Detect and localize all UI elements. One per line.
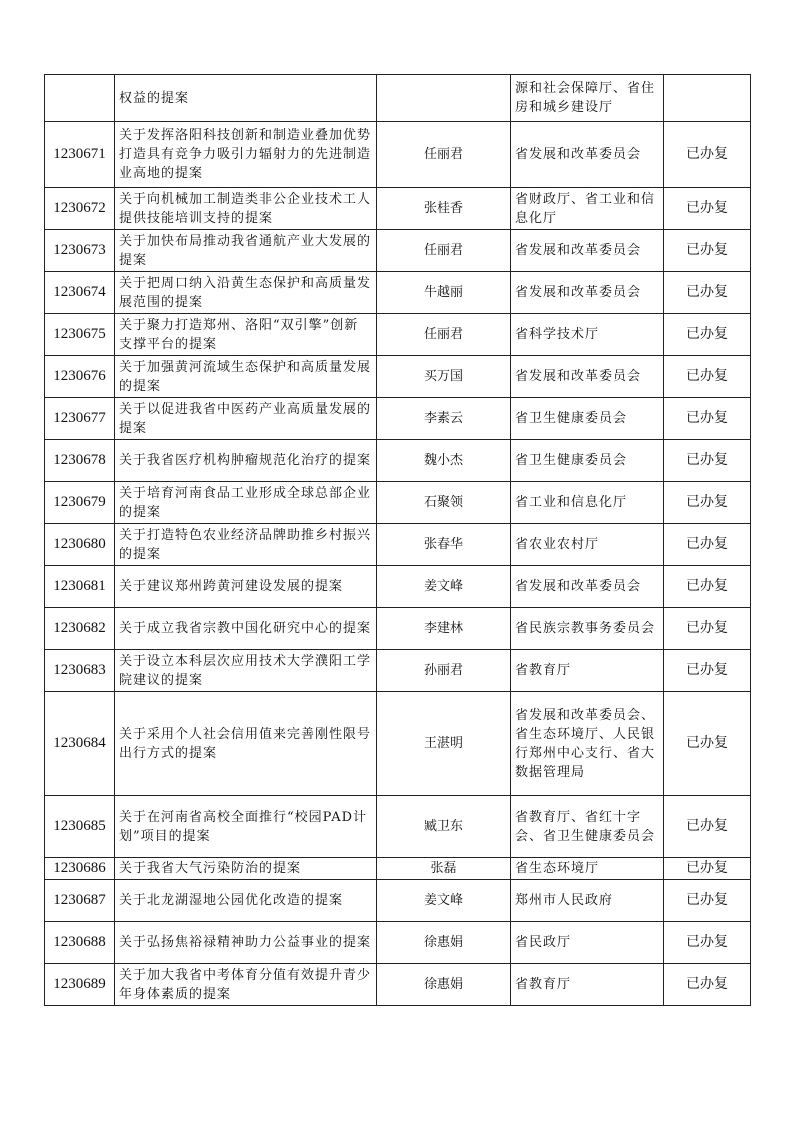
proposal-number: 1230683	[45, 650, 115, 692]
proposal-title: 关于把周口纳入沿黄生态保护和高质量发展范围的提案	[115, 272, 377, 314]
table-row	[45, 122, 751, 188]
table-row	[45, 230, 751, 272]
proposer-name: 姜文峰	[377, 880, 511, 922]
proposer-name: 任丽君	[377, 230, 511, 272]
handling-department: 郑州市人民政府	[511, 880, 664, 922]
proposal-title: 关于设立本科层次应用技术大学濮阳工学院建议的提案	[115, 650, 377, 692]
proposal-number: 1230676	[45, 356, 115, 398]
table-row	[45, 964, 751, 1006]
proposer-name: 徐惠娟	[377, 964, 511, 1006]
handling-department: 省发展和改革委员会	[511, 356, 664, 398]
table-row	[45, 524, 751, 566]
proposer-name: 李建林	[377, 608, 511, 650]
proposal-number: 1230682	[45, 608, 115, 650]
proposer-name: 张春华	[377, 524, 511, 566]
handling-status: 已办复	[664, 608, 751, 650]
proposal-title: 关于弘扬焦裕禄精神助力公益事业的提案	[115, 922, 377, 964]
handling-status: 已办复	[664, 398, 751, 440]
table-row	[45, 566, 751, 608]
proposal-number: 1230687	[45, 880, 115, 922]
table-row	[45, 858, 751, 880]
handling-status: 已办复	[664, 356, 751, 398]
handling-status: 已办复	[664, 858, 751, 880]
table-row	[45, 922, 751, 964]
proposal-title: 关于我省医疗机构肿瘤规范化治疗的提案	[115, 440, 377, 482]
proposal-number: 1230671	[45, 122, 115, 188]
handling-status: 已办复	[664, 796, 751, 858]
proposal-title: 关于聚力打造郑州、洛阳“双引擎”创新支撑平台的提案	[115, 314, 377, 356]
proposal-table	[44, 74, 751, 1006]
handling-status	[664, 75, 751, 122]
handling-status: 已办复	[664, 122, 751, 188]
handling-department: 省工业和信息化厅	[511, 482, 664, 524]
handling-department: 省科学技术厅	[511, 314, 664, 356]
proposer-name	[377, 75, 511, 122]
table-row	[45, 272, 751, 314]
handling-department: 源和社会保障厅、省住房和城乡建设厅	[511, 75, 664, 122]
handling-department: 省卫生健康委员会	[511, 398, 664, 440]
proposal-number: 1230681	[45, 566, 115, 608]
proposal-title: 权益的提案	[115, 75, 377, 122]
proposer-name: 徐惠娟	[377, 922, 511, 964]
proposal-number: 1230688	[45, 922, 115, 964]
proposal-title: 关于加大我省中考体育分值有效提升青少年身体素质的提案	[115, 964, 377, 1006]
handling-status: 已办复	[664, 880, 751, 922]
table-row	[45, 398, 751, 440]
proposer-name: 石聚领	[377, 482, 511, 524]
handling-department: 省教育厅	[511, 650, 664, 692]
proposal-title: 关于建议郑州跨黄河建设发展的提案	[115, 566, 377, 608]
proposal-number: 1230674	[45, 272, 115, 314]
handling-department: 省发展和改革委员会	[511, 272, 664, 314]
proposer-name: 买万国	[377, 356, 511, 398]
table-row	[45, 188, 751, 230]
proposer-name: 王湛明	[377, 692, 511, 796]
handling-status: 已办复	[664, 272, 751, 314]
proposer-name: 牛越丽	[377, 272, 511, 314]
proposal-number	[45, 75, 115, 122]
proposer-name: 孙丽君	[377, 650, 511, 692]
proposal-number: 1230686	[45, 858, 115, 880]
proposal-number: 1230673	[45, 230, 115, 272]
proposer-name: 张磊	[377, 858, 511, 880]
proposal-number: 1230684	[45, 692, 115, 796]
handling-department: 省民政厅	[511, 922, 664, 964]
handling-department: 省财政厅、省工业和信息化厅	[511, 188, 664, 230]
handling-status: 已办复	[664, 922, 751, 964]
handling-department: 省卫生健康委员会	[511, 440, 664, 482]
proposal-title: 关于加强黄河流域生态保护和高质量发展的提案	[115, 356, 377, 398]
proposal-number: 1230678	[45, 440, 115, 482]
proposal-number: 1230672	[45, 188, 115, 230]
proposal-number: 1230685	[45, 796, 115, 858]
proposal-number: 1230689	[45, 964, 115, 1006]
handling-department: 省生态环境厅	[511, 858, 664, 880]
proposal-title: 关于发挥洛阳科技创新和制造业叠加优势打造具有竞争力吸引力辐射力的先进制造业高地的提案	[115, 122, 377, 188]
proposal-table-body	[45, 75, 751, 1006]
proposal-title: 关于成立我省宗教中国化研究中心的提案	[115, 608, 377, 650]
handling-status: 已办复	[664, 440, 751, 482]
handling-department: 省发展和改革委员会	[511, 122, 664, 188]
handling-status: 已办复	[664, 964, 751, 1006]
handling-department: 省民族宗教事务委员会	[511, 608, 664, 650]
handling-department: 省教育厅、省红十字会、省卫生健康委员会	[511, 796, 664, 858]
table-row	[45, 880, 751, 922]
proposal-title: 关于加快布局推动我省通航产业大发展的提案	[115, 230, 377, 272]
proposer-name: 任丽君	[377, 122, 511, 188]
proposer-name: 臧卫东	[377, 796, 511, 858]
handling-department: 省发展和改革委员会、省生态环境厅、人民银行郑州中心支行、省大数据管理局	[511, 692, 664, 796]
handling-status: 已办复	[664, 230, 751, 272]
table-row	[45, 356, 751, 398]
handling-department: 省农业农村厅	[511, 524, 664, 566]
proposal-number: 1230677	[45, 398, 115, 440]
table-row	[45, 314, 751, 356]
table-row	[45, 482, 751, 524]
table-row	[45, 440, 751, 482]
handling-status: 已办复	[664, 482, 751, 524]
handling-status: 已办复	[664, 314, 751, 356]
proposer-name: 任丽君	[377, 314, 511, 356]
proposal-number: 1230679	[45, 482, 115, 524]
handling-status: 已办复	[664, 188, 751, 230]
proposal-title: 关于向机械加工制造类非公企业技术工人提供技能培训支持的提案	[115, 188, 377, 230]
handling-status: 已办复	[664, 566, 751, 608]
proposal-title: 关于北龙湖湿地公园优化改造的提案	[115, 880, 377, 922]
proposal-title: 关于培育河南食品工业形成全球总部企业的提案	[115, 482, 377, 524]
handling-status: 已办复	[664, 650, 751, 692]
table-row	[45, 692, 751, 796]
table-row	[45, 650, 751, 692]
handling-department: 省教育厅	[511, 964, 664, 1006]
proposal-title: 关于在河南省高校全面推行“校园PAD计划”项目的提案	[115, 796, 377, 858]
proposal-title: 关于以促进我省中医药产业高质量发展的提案	[115, 398, 377, 440]
table-row	[45, 608, 751, 650]
handling-department: 省发展和改革委员会	[511, 566, 664, 608]
proposer-name: 张桂香	[377, 188, 511, 230]
proposer-name: 姜文峰	[377, 566, 511, 608]
handling-department: 省发展和改革委员会	[511, 230, 664, 272]
proposal-number: 1230680	[45, 524, 115, 566]
proposal-title: 关于打造特色农业经济品牌助推乡村振兴的提案	[115, 524, 377, 566]
proposer-name: 魏小杰	[377, 440, 511, 482]
proposer-name: 李素云	[377, 398, 511, 440]
handling-status: 已办复	[664, 692, 751, 796]
table-row	[45, 796, 751, 858]
proposal-title: 关于我省大气污染防治的提案	[115, 858, 377, 880]
table-row-continued	[45, 75, 751, 122]
handling-status: 已办复	[664, 524, 751, 566]
proposal-title: 关于采用个人社会信用值来完善刚性限号出行方式的提案	[115, 692, 377, 796]
proposal-number: 1230675	[45, 314, 115, 356]
